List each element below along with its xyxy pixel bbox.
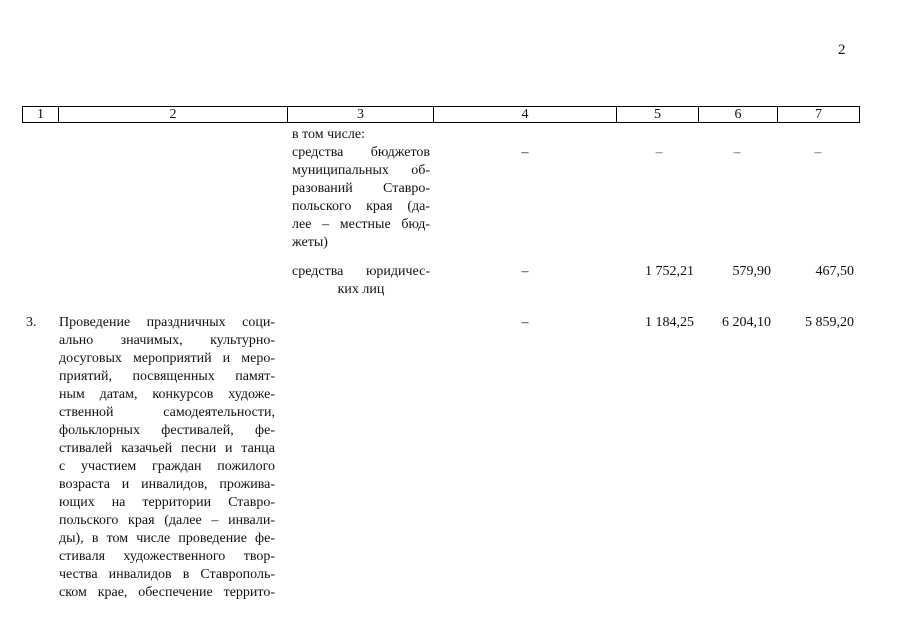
row3-col5: 1 184,25	[645, 315, 694, 330]
row3-line: стиваля художественного твор-	[59, 549, 275, 564]
row3-line: польского края (далее – инвали-	[59, 513, 275, 528]
block1-line: лее – местные бюд-	[292, 217, 430, 232]
block2-col6: 579,90	[732, 264, 771, 279]
row3-number: 3.	[26, 315, 37, 330]
block1-col6: –	[733, 145, 741, 160]
block2-line: средства юридичес-	[292, 264, 430, 279]
row3-line: возраста и инвалидов, прожива-	[59, 477, 275, 492]
header-col-2: 2	[59, 107, 288, 122]
block1-text	[292, 126, 430, 252]
row3-line: ально значимых, культурно-	[59, 333, 275, 348]
row3-col4: –	[521, 315, 529, 330]
block2-text	[292, 263, 430, 299]
row3-line: ды), в том числе проведение фе-	[59, 531, 275, 546]
header-col-1: 1	[23, 107, 59, 122]
row3-line: чества инвалидов в Ставрополь-	[59, 567, 275, 582]
table-header	[22, 106, 860, 123]
block1-line: жеты)	[292, 235, 328, 250]
block1-line: разований Ставро-	[292, 181, 430, 196]
row3-line: с участием граждан пожилого	[59, 459, 275, 474]
block2-col5: 1 752,21	[645, 264, 694, 279]
header-col-7: 7	[815, 107, 822, 122]
header-col-4: 4	[434, 107, 617, 122]
block1-line: муниципальных об-	[292, 163, 430, 178]
row3-line: приятий, посвященных памят-	[59, 369, 275, 384]
header-col-6: 6	[699, 107, 778, 122]
block1-col5: –	[655, 145, 663, 160]
block1-col4: –	[521, 145, 529, 160]
row3-line: ющих на территории Ставро-	[59, 495, 275, 510]
block1-line: в том числе:	[292, 127, 365, 142]
block2-col4: –	[521, 264, 529, 279]
block2-line: ких лиц	[337, 282, 385, 297]
block1-line: средства бюджетов	[292, 145, 430, 160]
block1-col7: –	[814, 145, 822, 160]
header-col-3: 3	[288, 107, 434, 122]
header-col-5: 5	[617, 107, 699, 122]
row3-line: ственной самодеятельности,	[59, 405, 275, 420]
row3-text	[59, 314, 275, 602]
page-number: 2	[838, 42, 846, 58]
row3-line: стивалей казачьей песни и танца	[59, 441, 275, 456]
row3-col7: 5 859,20	[805, 315, 854, 330]
row3-line: досуговых мероприятий и меро-	[59, 351, 275, 366]
row3-line: фольклорных фестивалей, фе-	[59, 423, 275, 438]
row3-line: ным датам, конкурсов художе-	[59, 387, 275, 402]
block1-line: польского края (да-	[292, 199, 430, 214]
row3-line: ском крае, обеспечение террито-	[59, 585, 275, 600]
row3-col6: 6 204,10	[722, 315, 771, 330]
row3-line: Проведение праздничных соци-	[59, 315, 275, 330]
block2-col7: 467,50	[815, 264, 854, 279]
